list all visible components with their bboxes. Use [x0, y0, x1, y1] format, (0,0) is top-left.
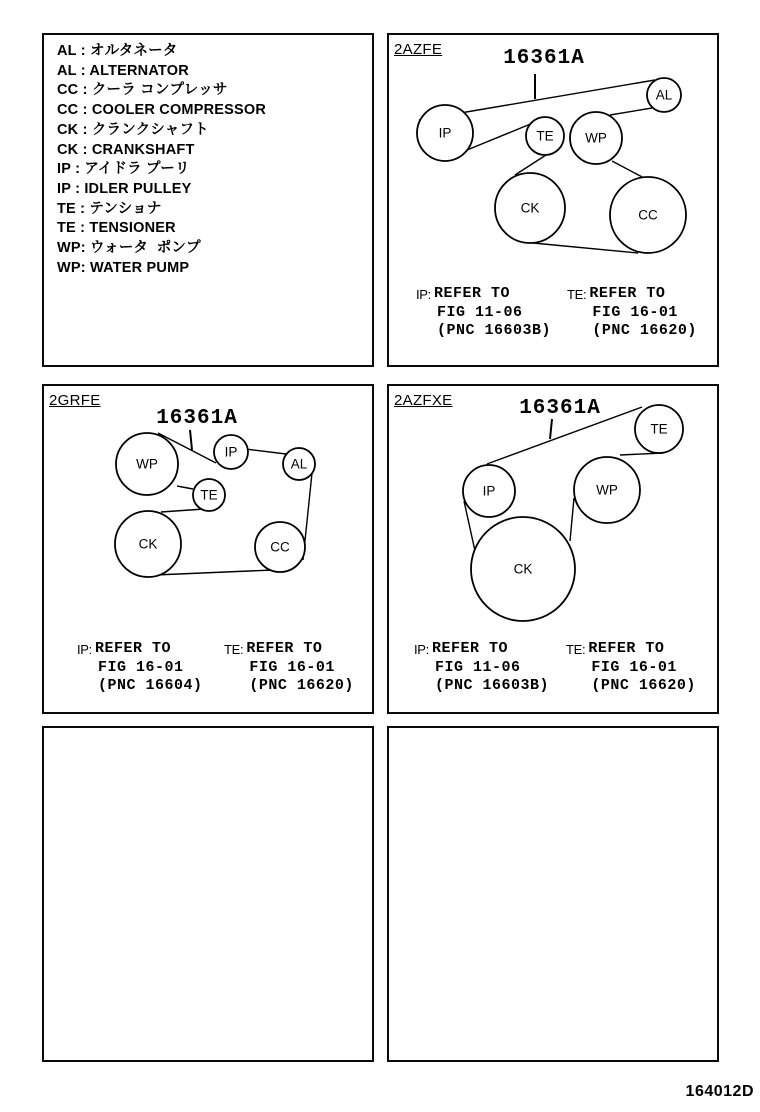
diagram-panel-2azfxe: [387, 384, 719, 714]
ref-line: FIG 16-01: [98, 658, 184, 676]
legend-row: TE : TENSIONER: [57, 220, 176, 237]
pulley-label: IP: [438, 125, 452, 141]
pulley-label: TE: [536, 128, 554, 144]
engine-code-label: 2GRFE: [49, 392, 101, 409]
ref-text: [432, 640, 549, 696]
empty-panel: [42, 726, 374, 1062]
ref-note: [416, 285, 551, 341]
part-number-leader-line: [550, 419, 552, 439]
ref-line: (PNC 16620): [591, 677, 696, 694]
pulley-label: AL: [655, 87, 673, 103]
belt-line: [515, 155, 546, 175]
ref-note: [566, 640, 696, 696]
ref-line: (PNC 16604): [98, 677, 203, 694]
ref-line: FIG 16-01: [249, 658, 335, 676]
ref-pulley-label: IP:: [416, 287, 431, 302]
pulley-label: CK: [138, 536, 158, 552]
legend-row: IP : アイドラ プーリ: [57, 161, 190, 178]
belt-line: [177, 486, 193, 489]
legend-row: AL : ALTERNATOR: [57, 62, 189, 79]
pulley-label: IP: [482, 483, 496, 499]
part-number-label: 16361A: [519, 397, 601, 420]
legend-row: IP : IDLER PULLEY: [57, 180, 192, 197]
ref-note: [414, 640, 549, 696]
part-number-leader-line: [190, 430, 192, 450]
ref-line: REFER TO: [589, 285, 666, 302]
belt-line: [245, 449, 286, 454]
belt-line: [612, 161, 644, 178]
ref-text: [434, 285, 551, 341]
pulley-label: IP: [224, 444, 238, 460]
ref-note: [567, 285, 697, 341]
part-number-label: 16361A: [156, 407, 238, 430]
ref-line: REFER TO: [95, 640, 172, 657]
ref-line: (PNC 16603B): [437, 322, 552, 339]
ref-line: FIG 11-06: [437, 303, 523, 321]
belt-line: [533, 243, 638, 253]
ref-text: [588, 640, 696, 696]
ref-line: (PNC 16620): [592, 322, 697, 339]
legend-row: CK : クランクシャフト: [57, 121, 209, 138]
legend-row: WP: WATER PUMP: [57, 259, 190, 276]
ref-line: FIG 11-06: [435, 658, 521, 676]
pulley-label: CC: [638, 207, 658, 223]
legend-list: [44, 35, 372, 278]
ref-text: [589, 285, 697, 341]
part-number-label: 16361A: [503, 47, 585, 70]
ref-pulley-label: IP:: [414, 642, 429, 657]
ref-note: [224, 640, 354, 696]
ref-line: (PNC 16603B): [435, 677, 550, 694]
belt-line: [610, 108, 652, 115]
ref-text: [95, 640, 203, 696]
diagram-panel-2azfe: [387, 33, 719, 367]
pulley-label: WP: [596, 482, 618, 498]
ref-line: REFER TO: [432, 640, 509, 657]
ref-line: FIG 16-01: [591, 658, 677, 676]
diagram-panel-2grfe: [42, 384, 374, 714]
ref-pulley-label: TE:: [224, 642, 244, 657]
legend-row: CK : CRANKSHAFT: [57, 141, 195, 158]
ref-pulley-label: IP:: [77, 642, 92, 657]
legend-row: AL : オルタネータ: [57, 43, 178, 59]
ref-pulley-label: TE:: [567, 287, 587, 302]
pulley-label: WP: [136, 456, 158, 472]
pulley-label: WP: [585, 130, 607, 146]
pulley-label: AL: [290, 456, 308, 472]
legend-row: TE : テンショナ: [57, 200, 162, 217]
ref-line: FIG 16-01: [592, 303, 678, 321]
ref-text: [246, 640, 354, 696]
ref-line: REFER TO: [246, 640, 323, 657]
belt-line: [467, 123, 533, 150]
pulley-label: TE: [650, 421, 668, 437]
engine-code-label: 2AZFXE: [394, 392, 453, 409]
belt-line: [570, 498, 574, 541]
belt-line: [155, 570, 273, 575]
page-code: 164012D: [685, 1083, 754, 1100]
pulley-label: CC: [270, 539, 290, 555]
legend-row: WP: ウォータ ポンプ: [57, 240, 201, 257]
legend-panel: [42, 33, 374, 367]
ref-line: (PNC 16620): [249, 677, 354, 694]
belt-line: [161, 509, 204, 512]
legend-row: CC : クーラ コンプレッサ: [57, 82, 228, 99]
ref-pulley-label: TE:: [566, 642, 586, 657]
empty-panel: [387, 726, 719, 1062]
pulley-label: CK: [513, 561, 533, 577]
ref-line: REFER TO: [434, 285, 511, 302]
ref-line: REFER TO: [588, 640, 665, 657]
pulley-label: CK: [520, 200, 540, 216]
ref-note: [77, 640, 203, 696]
pulley-label: TE: [200, 487, 218, 503]
legend-row: CC : COOLER COMPRESSOR: [57, 102, 267, 119]
engine-code-label: 2AZFE: [394, 41, 443, 58]
